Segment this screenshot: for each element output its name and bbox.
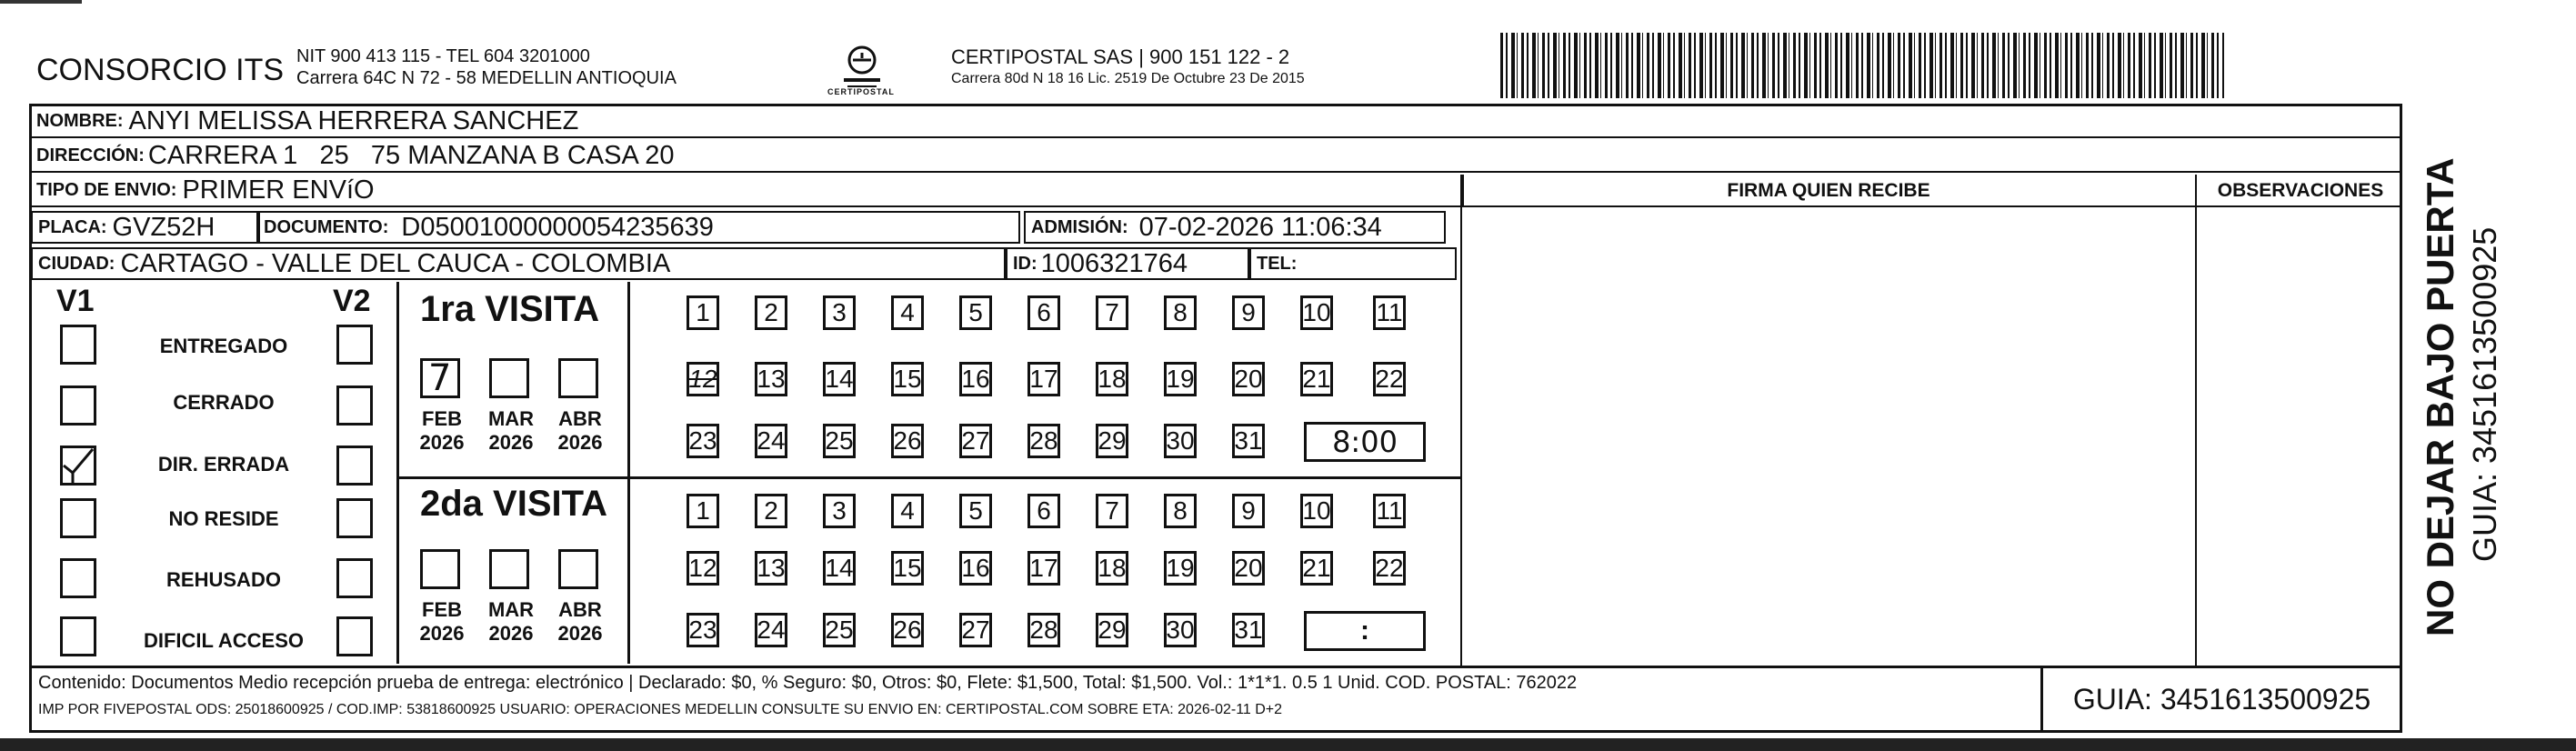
direccion-row (31, 140, 2401, 173)
option-rehusado: REHUSADO (166, 568, 281, 591)
visit2-day-10[interactable]: 10 (1300, 494, 1333, 528)
visit2-day-9[interactable]: 9 (1232, 494, 1265, 528)
visit2-day-18[interactable]: 18 (1096, 551, 1128, 586)
v1-checkbox-cerrado[interactable] (60, 386, 96, 426)
month-name: MAR (487, 598, 535, 621)
visit2-day-27[interactable]: 27 (959, 613, 992, 647)
visit1-day-21[interactable]: 21 (1300, 362, 1333, 396)
visit2-day-23[interactable]: 23 (687, 613, 719, 647)
visit1-time: 8:00 (1332, 425, 1398, 459)
v2-label: V2 (333, 284, 371, 318)
visit2-day-31[interactable]: 31 (1232, 613, 1265, 647)
nombre-row (31, 105, 2401, 138)
documento-cell (256, 211, 1020, 244)
month-year: 2026 (419, 622, 465, 645)
tipo-value: PRIMER ENVíO (182, 175, 375, 205)
documento-label: DOCUMENTO: (264, 216, 389, 237)
obs-header-line (2197, 205, 2402, 207)
visit2-title: 2da VISITA (420, 484, 607, 524)
visit1-month-mar[interactable] (489, 358, 529, 398)
visit1-day-17[interactable]: 17 (1027, 362, 1060, 396)
visit1-day-12[interactable]: 12 (687, 362, 719, 396)
ciudad-value: CARTAGO - VALLE DEL CAUCA - COLOMBIA (120, 248, 671, 278)
id-cell (1006, 247, 1249, 280)
visit1-day-24[interactable]: 24 (755, 424, 787, 458)
visit2-day-15[interactable]: 15 (891, 551, 924, 586)
month-year: 2026 (557, 431, 603, 454)
visit2-month-abr[interactable] (558, 549, 598, 589)
visit2-day-4[interactable]: 4 (891, 494, 924, 528)
visit2-day-2[interactable]: 2 (755, 494, 787, 528)
tipo-label: TIPO DE ENVIO: (36, 179, 177, 200)
company-address: Carrera 64C N 72 - 58 MEDELLIN ANTIOQUIA (296, 68, 677, 88)
visit1-day-20[interactable]: 20 (1232, 362, 1265, 396)
month-name: FEB (422, 407, 462, 430)
visit2-day-21[interactable]: 21 (1300, 551, 1333, 586)
visit1-month-feb[interactable] (420, 358, 460, 398)
visit2-day-6[interactable]: 6 (1027, 494, 1060, 528)
visit1-day-14[interactable]: 14 (823, 362, 856, 396)
footer-line2: IMP POR FIVEPOSTAL ODS: 25018600925 / COD.IMP: 53818600925 USUARIO: OPERACIONES MEDELLIN CONSULTE SU ENVIO EN: CERTIPOSTAL.COM SOBRE ETA: 2026-02-11 D+2 (38, 702, 1283, 717)
visit1-month-mark: 7 (428, 357, 452, 399)
visit1-feb-label (414, 407, 470, 455)
direccion-label: DIRECCIÓN: (36, 145, 145, 165)
visit2-day-8[interactable]: 8 (1164, 494, 1197, 528)
visit2-day-3[interactable]: 3 (823, 494, 856, 528)
visit2-month-feb[interactable] (420, 549, 460, 589)
visit2-mar-label (483, 598, 539, 646)
visit2-day-29[interactable]: 29 (1096, 613, 1128, 647)
logo-text: CERTIPOSTAL (827, 87, 895, 96)
company-nit: NIT 900 413 115 - TEL 604 3201000 (296, 46, 590, 66)
direccion-value: CARRERA 1 25 75 MANZANA B CASA 20 (147, 140, 675, 170)
visit2-day-7[interactable]: 7 (1096, 494, 1128, 528)
footer-line1: Contenido: Documentos Medio recepción prueba de entrega: electrónico | Declarado: $0, % Seguro: $0, Otros: $0, Flete: $1,500, Total: $1,500. Vol.: 1*1*1. 0.5 1 Unid. COD. POSTAL: 762022 (38, 673, 1578, 693)
observaciones-header: OBSERVACIONES (2217, 180, 2384, 201)
visit1-day-2[interactable]: 2 (755, 295, 787, 330)
placa-cell (31, 211, 260, 244)
visit1-day-9[interactable]: 9 (1232, 295, 1265, 330)
admision-value: 07-02-2026 11:06:34 (1138, 212, 1382, 242)
month-name: FEB (422, 598, 462, 621)
option-dir-errada: DIR. ERRADA (157, 453, 290, 476)
v1-checkbox-dir-errada[interactable] (60, 446, 96, 486)
admision-label: ADMISIÓN: (1031, 216, 1128, 237)
option-no-reside: NO RESIDE (168, 507, 279, 530)
visit2-day-13[interactable]: 13 (755, 551, 787, 586)
nombre-label: NOMBRE: (36, 110, 124, 131)
option-cerrado: CERRADO (173, 391, 275, 414)
option-dificil-acceso: DIFICIL ACCESO (143, 629, 304, 652)
bottom-edge (0, 738, 2576, 751)
ciudad-cell (31, 247, 1006, 280)
visit2-day-17[interactable]: 17 (1027, 551, 1060, 586)
carrier-name: CERTIPOSTAL SAS | 900 151 122 - 2 (951, 45, 1290, 68)
v1-label: V1 (56, 284, 95, 318)
visit1-day-6[interactable]: 6 (1027, 295, 1060, 330)
v1-checkbox-no-reside[interactable] (60, 498, 96, 538)
documento-value: D05001000000054235639 (401, 212, 714, 242)
visit1-title: 1ra VISITA (420, 289, 600, 329)
handwritten-check-icon (60, 446, 96, 486)
tel-cell (1249, 247, 1457, 280)
visit1-day-7[interactable]: 7 (1096, 295, 1128, 330)
visit2-feb-label (414, 598, 470, 646)
visit2-day-16[interactable]: 16 (959, 551, 992, 586)
visit1-day-4[interactable]: 4 (891, 295, 924, 330)
footer-guia-cell (2040, 666, 2401, 732)
placa-value: GVZ52H (112, 212, 216, 242)
visit2-day-25[interactable]: 25 (823, 613, 856, 647)
id-value: 1006321764 (1040, 248, 1188, 278)
firma-header: FIRMA QUIEN RECIBE (1727, 180, 1930, 201)
admision-cell (1024, 211, 1446, 244)
visit2-day-1[interactable]: 1 (687, 494, 719, 528)
month-name: MAR (487, 407, 535, 430)
visit2-day-22[interactable]: 22 (1373, 551, 1406, 586)
month-year: 2026 (488, 622, 534, 645)
visit1-mar-label (483, 407, 539, 455)
v2-checkbox-cerrado[interactable] (336, 386, 373, 426)
visit1-day-26[interactable]: 26 (891, 424, 924, 458)
visit1-day-1[interactable]: 1 (687, 295, 719, 330)
visit2-day-24[interactable]: 24 (755, 613, 787, 647)
visit1-day-16[interactable]: 16 (959, 362, 992, 396)
visit1-day-10[interactable]: 10 (1300, 295, 1333, 330)
visit2-day-20[interactable]: 20 (1232, 551, 1265, 586)
visit-divider-v (627, 282, 630, 664)
placa-label: PLACA: (38, 216, 107, 237)
visit2-day-28[interactable]: 28 (1027, 613, 1060, 647)
visit2-day-12[interactable]: 12 (687, 551, 719, 586)
tel-label: TEL: (1257, 253, 1298, 274)
v1-checkbox-dificil-acceso[interactable] (60, 616, 96, 656)
visit2-day-26[interactable]: 26 (891, 613, 924, 647)
visit1-day-13[interactable]: 13 (755, 362, 787, 396)
visit1-time-box[interactable] (1304, 422, 1426, 462)
visit2-day-19[interactable]: 19 (1164, 551, 1197, 586)
certipostal-logo (835, 40, 889, 95)
v1-checkbox-entregado[interactable] (60, 325, 96, 365)
visit1-day-3[interactable]: 3 (823, 295, 856, 330)
side-guia: GUIA: 3451613500925 (2466, 226, 2503, 562)
visit2-abr-label (552, 598, 608, 646)
v2-checkbox-entregado[interactable] (336, 325, 373, 365)
visit1-day-27[interactable]: 27 (959, 424, 992, 458)
visit2-time: : (1360, 616, 1369, 646)
v2-checkbox-no-reside[interactable] (336, 498, 373, 538)
visit1-day-25[interactable]: 25 (823, 424, 856, 458)
visit1-day-15[interactable]: 15 (891, 362, 924, 396)
barcode (1500, 33, 2224, 98)
option-entregado: ENTREGADO (159, 335, 288, 357)
visit1-month-abr[interactable] (558, 358, 598, 398)
carrier-license: Carrera 80d N 18 16 Lic. 2519 De Octubre 23 De 2015 (951, 71, 1305, 86)
visit-divider-h (396, 476, 1460, 479)
month-name: ABR (558, 407, 602, 430)
month-year: 2026 (419, 431, 465, 454)
month-year: 2026 (488, 431, 534, 454)
visit1-day-19[interactable]: 19 (1164, 362, 1197, 396)
nombre-value: ANYI MELISSA HERRERA SANCHEZ (128, 105, 579, 135)
visit2-month-mar[interactable] (489, 549, 529, 589)
v2-checkbox-dir-errada[interactable] (336, 446, 373, 486)
visit1-abr-label (552, 407, 608, 455)
id-label: ID: (1013, 253, 1037, 274)
footer-guia: GUIA: 3451613500925 (2072, 682, 2371, 716)
visit2-day-14[interactable]: 14 (823, 551, 856, 586)
visit1-day-8[interactable]: 8 (1164, 295, 1197, 330)
company-name: CONSORCIO ITS (36, 53, 285, 87)
top-mark (0, 0, 82, 4)
visit1-day-5[interactable]: 5 (959, 295, 992, 330)
tipo-row (31, 175, 1464, 207)
month-name: ABR (558, 598, 602, 621)
visit1-day-30[interactable]: 30 (1164, 424, 1197, 458)
visit1-day-11[interactable]: 11 (1373, 295, 1406, 330)
ciudad-label: CIUDAD: (38, 253, 115, 274)
visit1-day-29[interactable]: 29 (1096, 424, 1128, 458)
firma-column (1460, 175, 2197, 666)
firma-header-line (1460, 205, 2197, 207)
visit1-day-28[interactable]: 28 (1027, 424, 1060, 458)
visit2-day-30[interactable]: 30 (1164, 613, 1197, 647)
visit1-day-18[interactable]: 18 (1096, 362, 1128, 396)
side-warning: NO DEJAR BAJO PUERTA (2419, 157, 2461, 636)
visit1-day-22[interactable]: 22 (1373, 362, 1406, 396)
visit2-time-box[interactable] (1304, 611, 1426, 651)
v1-checkbox-rehusado[interactable] (60, 558, 96, 598)
visit2-day-5[interactable]: 5 (959, 494, 992, 528)
visit1-day-31[interactable]: 31 (1232, 424, 1265, 458)
visit2-day-11[interactable]: 11 (1373, 494, 1406, 528)
visit1-day-23[interactable]: 23 (687, 424, 719, 458)
month-year: 2026 (557, 622, 603, 645)
v2-checkbox-dificil-acceso[interactable] (336, 616, 373, 656)
v2-checkbox-rehusado[interactable] (336, 558, 373, 598)
